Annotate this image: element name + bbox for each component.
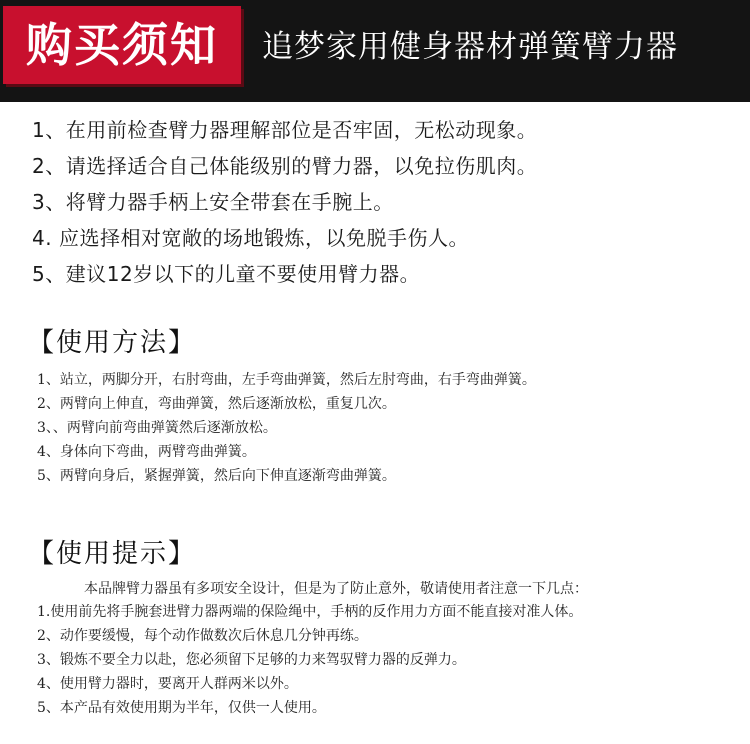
tip-item: 3、锻炼不要全力以赴，您必须留下足够的力来驾驭臂力器的反弹力。 [37, 652, 466, 668]
usage-step: 3、、两臂向前弯曲弹簧然后逐渐放松。 [37, 420, 277, 436]
usage-step: 1、站立，两脚分开，右肘弯曲，左手弯曲弹簧，然后左肘弯曲，右手弯曲弹簧。 [37, 372, 536, 388]
usage-heading: 【使用方法】 [28, 328, 197, 358]
purchase-notice-badge: 购买须知 [3, 6, 241, 84]
tip-item: 5、本产品有效使用期为半年，仅供一人使用。 [37, 700, 326, 716]
tip-item: 1.使用前先将手腕套进臂力器两端的保险绳中，手柄的反作用力方面不能直接对准人体。 [37, 604, 583, 620]
tips-intro: 本品牌臂力器虽有多项安全设计，但是为了防止意外，敬请使用者注意一下几点： [84, 581, 588, 597]
header-banner [0, 0, 750, 102]
product-title: 追梦家用健身器材弹簧臂力器 [262, 29, 678, 65]
usage-step: 4、身体向下弯曲，两臂弯曲弹簧。 [37, 444, 256, 460]
usage-step: 5、两臂向身后，紧握弹簧，然后向下伸直逐渐弯曲弹簧。 [37, 468, 396, 484]
notice-item: 1、在用前检查臂力器理解部位是否牢固，无松动现象。 [32, 118, 538, 142]
notice-item: 5、建议12岁以下的儿童不要使用臂力器。 [32, 262, 421, 286]
notice-item: 2、请选择适合自己体能级别的臂力器，以免拉伤肌肉。 [32, 154, 538, 178]
tips-list [37, 600, 747, 720]
tip-item: 4、使用臂力器时，要离开人群两米以外。 [37, 676, 298, 692]
notice-item: 4. 应选择相对宽敞的场地锻炼，以免脱手伤人。 [32, 226, 469, 250]
usage-step: 2、两臂向上伸直，弯曲弹簧，然后逐渐放松，重复几次。 [37, 396, 396, 412]
tip-item: 2、动作要缓慢，每个动作做数次后休息几分钟再练。 [37, 628, 368, 644]
usage-steps-list [37, 368, 737, 488]
notice-item: 3、将臂力器手柄上安全带套在手腕上。 [32, 190, 394, 214]
tips-heading: 【使用提示】 [28, 539, 197, 569]
notice-list [32, 112, 732, 292]
